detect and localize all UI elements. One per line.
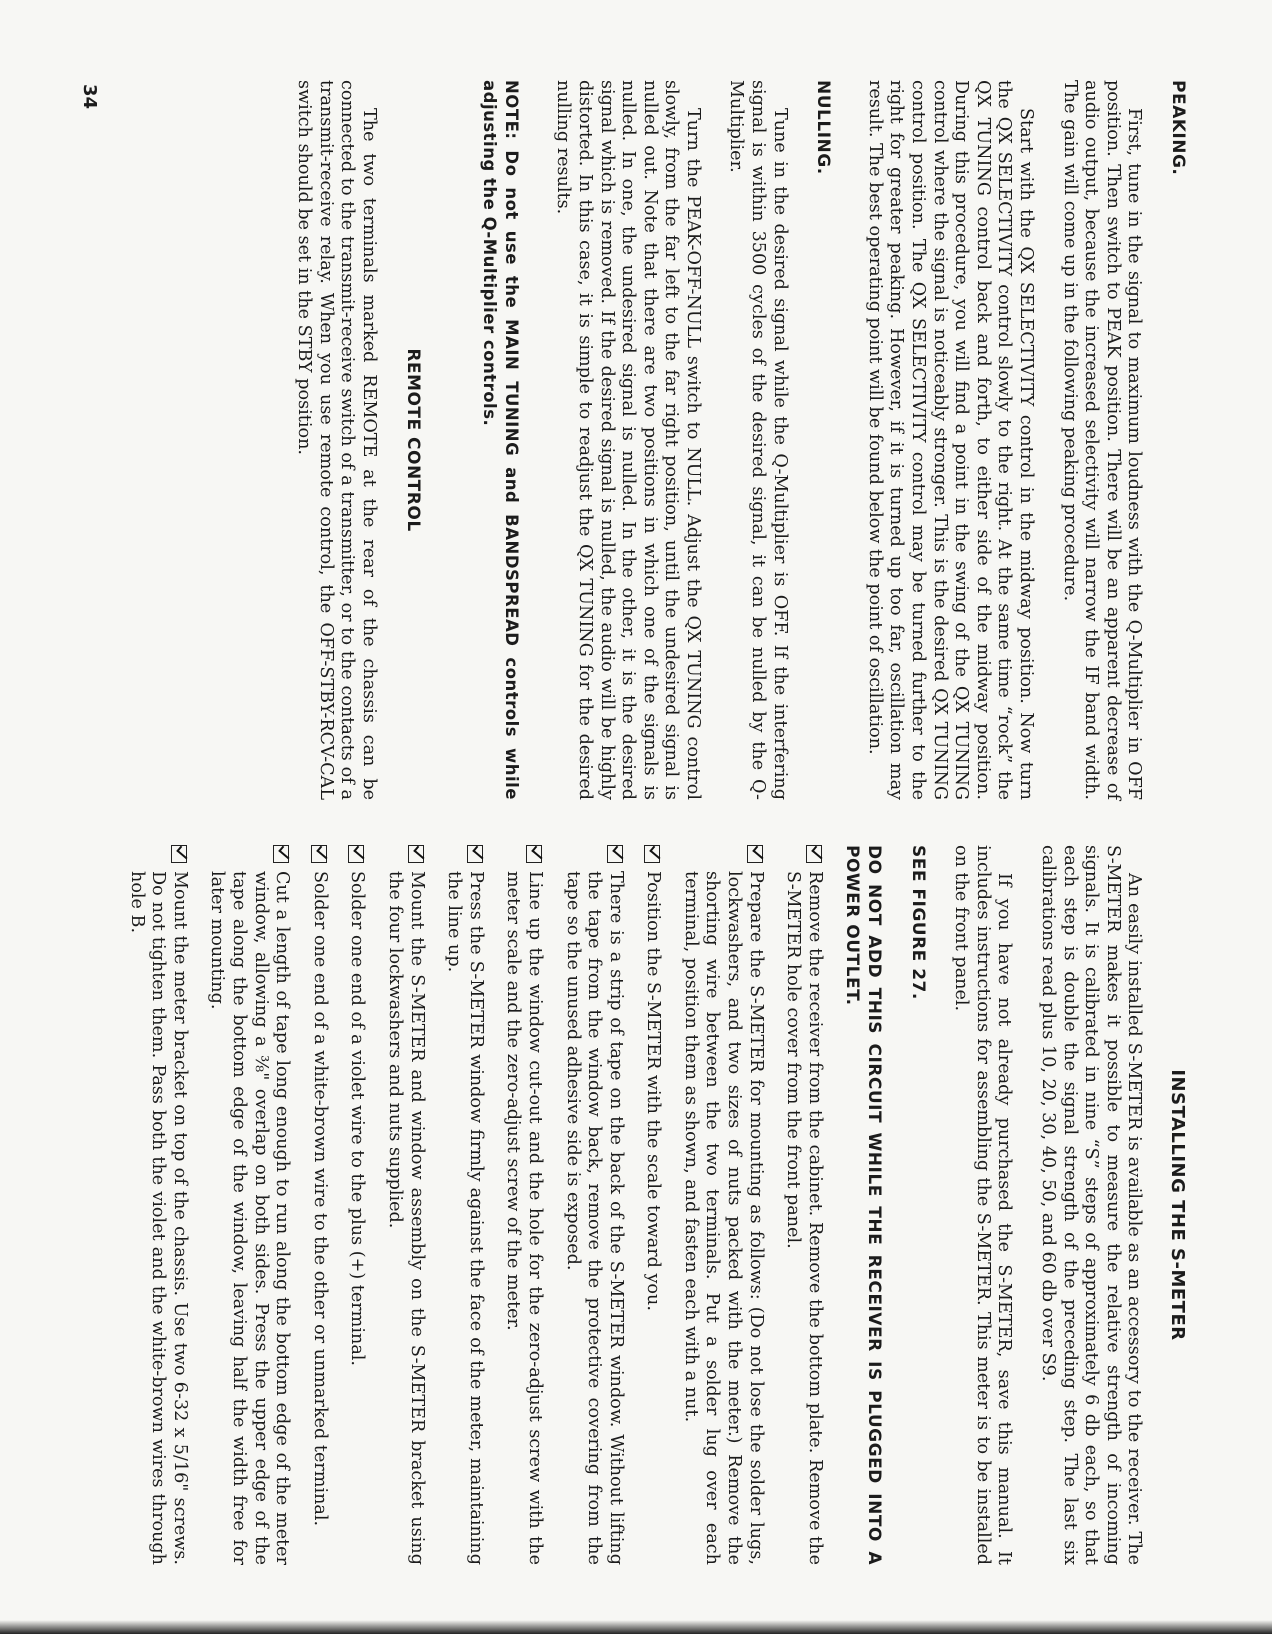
s-meter-heading: INSTALLING THE S-METER xyxy=(1167,1069,1188,1341)
peaking-heading: PEAKING. xyxy=(1168,80,1188,176)
checklist-step: Cut a length of tape long enough to run along the bottom edge of the meter window, allowing a ⅜" overlap on both sides. Press the upper edge of the tape along the bottom edge of the window, leaving half the width free for later mounting. xyxy=(206,845,292,1565)
checklist-step: Mount the meter bracket on top of the chassis. Use two 6-32 x 5/16" screws. Do not tighten them. Pass both the violet and the white-brown wires through hole B. xyxy=(125,845,190,1565)
scan-edge-shadow xyxy=(0,1620,1272,1634)
peaking-paragraph-2: Start with the QX SELECTIVITY control in the midway position. Now turn the QX SELECTIVITY control slowly to the right. At the same time “rock” the QX TUNING control back and forth, to either side of the midway position. During this procedure, you will find a point in the swing of the QX TUNING control where the signal is noticeably stronger. This is the desired QX TUNING control position. The QX SELECTIVITY control may be turned further to the right for greater peaking. However, if it is turned up too far, oscillation may result. The best operating point will be found below the point of oscillation. xyxy=(864,80,1037,800)
remote-control-paragraph: The two terminals marked REMOTE at the rear of the chassis can be connected to the transmit-receive switch of a transmitter, or to the contacts of a transmit-receive relay. When you use remote control, the OFF-STBY-RCV-CAL switch should be set in the STBY position. xyxy=(294,80,379,800)
checkbox-checked-icon xyxy=(644,845,660,863)
checklist-step: Position the S-METER with the scale toward you. xyxy=(642,845,664,1565)
peaking-paragraph-1: First, tune in the signal to maximum loudness with the Q-Multiplier in OFF position. Then switch to PEAK position. There will be an apparent decrease of audio output, because the increased selectivity will narrow the IF band width. The gain will come up in the following peaking procedure. xyxy=(1059,80,1145,800)
page-number: 34 xyxy=(79,84,100,110)
checkbox-checked-icon xyxy=(467,845,483,863)
checkbox-checked-icon xyxy=(607,845,623,863)
s-meter-intro-1: An easily installed S-METER is available as an accessory to the receiver. The S-METER makes it possible to measure the relative strength of incoming signals. It is calibrated in nine “S” steps of approximately 6 db each, so that each step is double the signal strength of the preceding step. The last six calibrations read plus 10, 20, 30, 40, 50, and 60 db over S9. xyxy=(1038,845,1145,1565)
checklist-step: Mount the S-METER and window assembly on the S-METER bracket using the four lockwashers and nuts supplied. xyxy=(383,845,426,1565)
checklist-step: Press the S-METER window firmly against the face of the meter, maintaining the line up. xyxy=(443,845,486,1565)
checkbox-checked-icon xyxy=(171,845,187,863)
note-text: NOTE: Do not use the MAIN TUNING and BANDSPREAD controls while adjusting the Q-Multiplier controls. xyxy=(480,80,521,800)
checkbox-checked-icon xyxy=(273,845,289,863)
checklist-step: There is a strip of tape on the back of the S-METER window. Without lifting the tape from the window back, remove the protective covering from the tape so the unused adhesive side is exposed. xyxy=(561,845,626,1565)
left-column xyxy=(293,80,1188,800)
checkbox-checked-icon xyxy=(348,845,364,863)
checklist-step: Solder one end of a violet wire to the plus (+) terminal. xyxy=(346,845,368,1565)
checklist-step: Solder one end of a white-brown wire to the other or unmarked terminal. xyxy=(308,845,330,1565)
nulling-paragraph-1: Tune in the desired signal while the Q-Multiplier is OFF. If the interfering signal is within 3500 cycles of the desired signal, it can be nulled by the Q-Multiplier. xyxy=(726,80,790,800)
checkbox-checked-icon xyxy=(311,845,327,863)
checkbox-checked-icon xyxy=(806,845,822,863)
checkbox-checked-icon xyxy=(408,845,424,863)
checkbox-checked-icon xyxy=(526,845,542,863)
warning-text: DO NOT ADD THIS CIRCUIT WHILE THE RECEIVER IS PLUGGED INTO A POWER OUTLET. xyxy=(842,845,885,1565)
checkbox-checked-icon xyxy=(747,845,763,863)
checklist-step: Remove the receiver from the cabinet. Remove the bottom plate. Remove the S-METER hole cover from the front panel. xyxy=(782,845,825,1565)
s-meter-intro-2: If you have not already purchased the S-METER, save this manual. It includes instructions for assembling the S-METER. This meter is to be installed on the front panel. xyxy=(951,845,1015,1565)
right-column xyxy=(125,845,1188,1565)
remote-control-heading: REMOTE CONTROL xyxy=(402,348,423,532)
see-figure-label: SEE FIGURE 27. xyxy=(907,845,928,1000)
nulling-heading: NULLING. xyxy=(813,80,834,175)
checklist-step: Prepare the S-METER for mounting as follows: (Do not lose the solder lugs, lockwashers, and two sizes of nuts packed with the meter.) Remove the shorting wire between the two terminals. Put a solder lug over each terminal, position them as shown, and fasten each with a nut. xyxy=(679,845,765,1565)
checklist-step: Line up the window cut-out and the hole for the zero-adjust screw with the meter scale and the zero-adjust screw of the meter. xyxy=(502,845,545,1565)
nulling-paragraph-2: Turn the PEAK-OFF-NULL switch to NULL. Adjust the QX TUNING control slowly, from the far left to the far right position, until the undesired signal is nulled out. Note that there are two positions in which one of the signals is nulled. In one, the undesired signal is nulled. In the other, it is the desired signal which is removed. If the desired signal is nulled, the audio will be highly distorted. In this case, it is simple to readjust the QX TUNING for the desired nulling results. xyxy=(553,80,703,800)
